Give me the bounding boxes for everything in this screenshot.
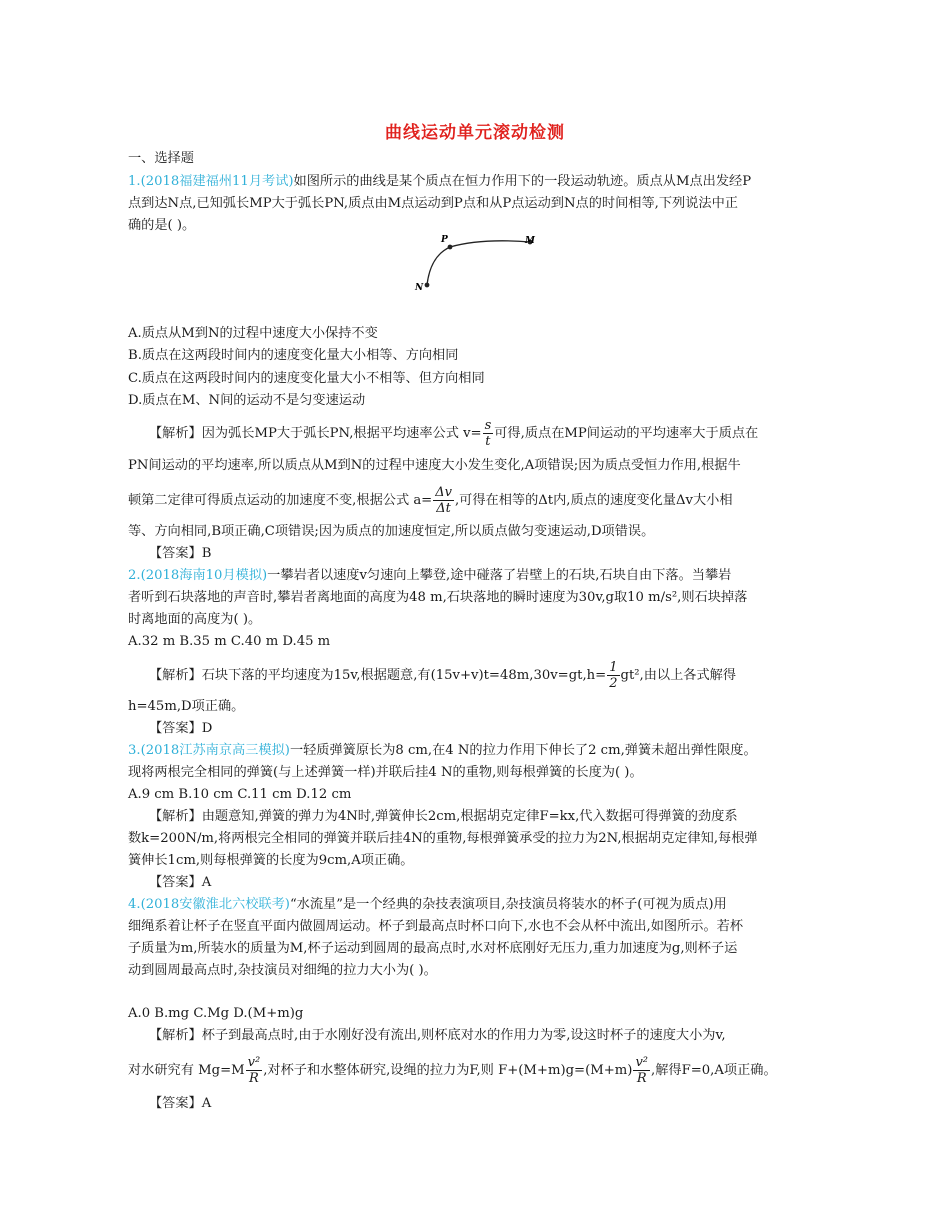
q3-options: A.9 cm B.10 cm C.11 cm D.12 cm	[128, 787, 352, 802]
fraction-one-half: $\frac{1}{2}$	[609, 660, 618, 691]
question-3-source: 3.(2018江苏南京高三模拟)	[128, 743, 290, 758]
fraction-v2-over-r: $\frac{\text{v²}}{R}$	[247, 1055, 261, 1086]
q1-answer: 【答案】B	[149, 546, 212, 561]
section-heading: 一、选择题	[128, 151, 194, 166]
question-1-source: 1.(2018福建福州11月考试)	[128, 174, 294, 189]
q2-answer: 【答案】D	[149, 721, 213, 736]
question-3-line-1: 3.(2018江苏南京高三模拟)一轻质弹簧原长为8 cm,在4 N的拉力作用下伸长了2 cm,弹簧未超出弹性限度。	[128, 743, 757, 758]
fraction-v2-over-r-2: $\frac{\text{v²}}{R}$	[635, 1055, 649, 1086]
question-2-line-1: 2.(2018海南10月模拟)一攀岩者以速度v匀速向上攀登,途中碰落了岩壁上的石块,石块自由下落。当攀岩	[128, 568, 732, 583]
point-m-label: M	[525, 236, 535, 246]
point-p-label: P	[441, 235, 448, 245]
q3-analysis-line-1: 【解析】由题意知,弹簧的弹力为4N时,弹簧伸长2cm,根据胡克定律F=kx,代入数据可得弹簧的劲度系	[149, 809, 738, 824]
q2-analysis-line-1: 【解析】石块下落的平均速度为15v,根据题意,有(15v+v)t=48m,30v=gt,h= $\frac{1}{2}$ gt²,由以上各式解得	[149, 660, 737, 691]
question-4-line-4: 动到圆周最高点时,杂技演员对细绳的拉力大小为( )。	[128, 963, 437, 978]
q2-analysis-line-2: h=45m,D项正确。	[128, 699, 245, 714]
q4-analysis-line-2: 对水研究有 Mg=M $\frac{\text{v²}}{R}$ ,对杯子和水整体研究,设绳的拉力为F,则 F+(M+m)g=(M+m) $\frac{\text{v²}}{R}$ ,解得F=0,A项正确。	[128, 1055, 777, 1086]
trajectory-figure	[405, 230, 555, 292]
q1-analysis-line-1: 【解析】因为弧长MP大于弧长PN,根据平均速率公式 v= $\frac{s}{t}$ 可得,质点在MP间运动的平均速率大于质点在	[149, 418, 759, 449]
q1-option-d: D.质点在M、N间的运动不是匀变速运动	[128, 393, 366, 408]
document-title: 曲线运动单元滚动检测	[385, 123, 565, 143]
fraction-s-over-t: $\frac{s}{t}$	[484, 418, 492, 449]
q1-analysis-line-4: 等、方向相同,B项正确,C项错误;因为质点的加速度恒定,所以质点做匀变速运动,D项错误。	[128, 524, 655, 539]
q2-options: A.32 m B.35 m C.40 m D.45 m	[128, 634, 331, 649]
question-1-line-3: 确的是( )。	[128, 218, 196, 233]
question-4-line-1: 4.(2018安徽淮北六校联考)“水流星”是一个经典的杂技表演项目,杂技演员将装水的杯子(可视为质点)用	[128, 897, 727, 912]
question-3-line-2: 现将两根完全相同的弹簧(与上述弹簧一样)并联后挂4 N的重物,则每根弹簧的长度为( )。	[128, 765, 643, 780]
question-2-source: 2.(2018海南10月模拟)	[128, 568, 268, 583]
q3-analysis-line-3: 簧伸长1cm,则每根弹簧的长度为9cm,A项正确。	[128, 853, 414, 868]
q1-option-a: A.质点从M到N的过程中速度大小保持不变	[128, 326, 378, 341]
q1-option-b: B.质点在这两段时间内的速度变化量大小相等、方向相同	[128, 348, 459, 363]
q4-answer: 【答案】A	[149, 1096, 212, 1111]
q3-analysis-line-2: 数k=200N/m,将两根完全相同的弹簧并联后挂4N的重物,每根弹簧承受的拉力为2N,根据胡克定律知,每根弹	[128, 831, 758, 846]
q3-answer: 【答案】A	[149, 875, 212, 890]
question-2-line-2: 者听到石块落地的声音时,攀岩者离地面的高度为48 m,石块落地的瞬时速度为30v,g取10 m/s²,则石块掉落	[128, 590, 748, 605]
q1-option-c: C.质点在这两段时间内的速度变化量大小不相等、但方向相同	[128, 371, 485, 386]
point-n-label: N	[415, 283, 424, 292]
question-4-line-2: 细绳系着让杯子在竖直平面内做圆周运动。杯子到最高点时杯口向下,水也不会从杯中流出,如图所示。若杯	[128, 919, 744, 934]
q1-analysis-line-2: PN间运动的平均速率,所以质点从M到N的过程中速度大小发生变化,A项错误;因为质点受恒力作用,根据牛	[128, 458, 741, 473]
q1-analysis-line-3: 顿第二定律可得质点运动的加速度不变,根据公式 a= $\frac{\Delta v}{\Delta t}$ ,可得在相等的Δt内,质点的速度变化量Δv大小相	[128, 485, 733, 516]
question-4-source: 4.(2018安徽淮北六校联考)	[128, 897, 290, 912]
fraction-dv-over-dt: $\frac{\Delta v}{\Delta t}$	[435, 485, 452, 516]
q4-options: A.0 B.mg C.Mg D.(M+m)g	[128, 1006, 304, 1021]
question-1-line-2: 点到达N点,已知弧长MP大于弧长PN,质点由M点运动到P点和从P点运动到N点的时间相等,下列说法中正	[128, 196, 738, 211]
question-1-line-1: 1.(2018福建福州11月考试)如图所示的曲线是某个质点在恒力作用下的一段运动轨迹。质点从M点出发经P	[128, 174, 752, 189]
question-4-line-3: 子质量为m,所装水的质量为M,杯子运动到圆周的最高点时,水对杯底刚好无压力,重力加速度为g,则杯子运	[128, 941, 738, 956]
q4-analysis-line-1: 【解析】杯子到最高点时,由于水刚好没有流出,则杯底对水的作用力为零,设这时杯子的速度大小为v,	[149, 1028, 726, 1043]
question-2-line-3: 时离地面的高度为( )。	[128, 612, 262, 627]
